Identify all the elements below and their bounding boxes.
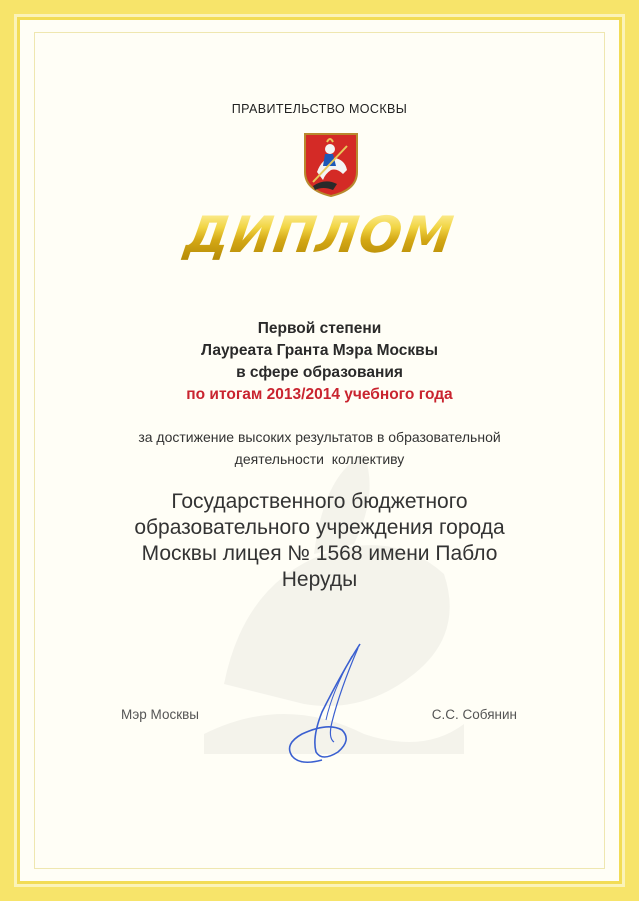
award-heading — [14, 318, 625, 406]
recipient-name — [114, 489, 525, 593]
award-period: по итогам 2013/2014 учебного года — [186, 386, 453, 403]
award-field: в сфере образования — [236, 364, 403, 381]
signatory-name: С.С. Собянин — [431, 707, 517, 722]
government-heading: ПРАВИТЕЛЬСТВО МОСКВЫ — [231, 102, 408, 116]
recipient-line-2: образовательного учреждения города — [134, 516, 505, 539]
signatory-position: Мэр Москвы — [121, 707, 199, 722]
diploma-title: ДИПЛОМ — [10, 210, 628, 260]
reason-line-1: за достижение высоких результатов в образовательной — [138, 429, 501, 445]
award-degree: Первой степени — [257, 320, 382, 337]
recipient-line-4: Неруды — [281, 568, 358, 591]
award-laureate: Лауреата Гранта Мэра Москвы — [201, 342, 438, 359]
reason-line-2: деятельности коллективу — [234, 451, 405, 467]
award-reason — [14, 426, 625, 470]
recipient-line-1: Государственного бюджетного — [171, 490, 468, 513]
handwritten-signature — [282, 642, 372, 770]
recipient-line-3: Москвы лицея № 1568 имени Пабло — [141, 542, 498, 565]
moscow-coat-of-arms-icon — [303, 132, 359, 198]
